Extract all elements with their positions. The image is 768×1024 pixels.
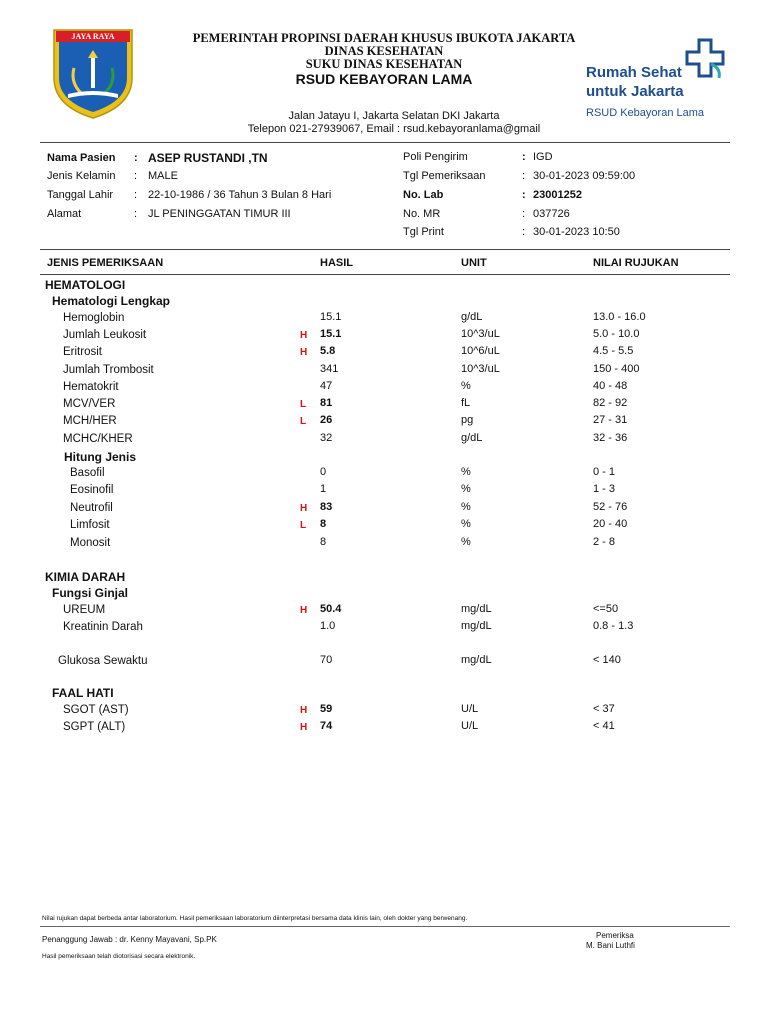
section-fungsi-ginjal: Fungsi Ginjal (52, 586, 129, 600)
result-unit: % (461, 501, 471, 513)
result-unit: % (461, 380, 471, 392)
result-value: 5.8 (320, 345, 336, 357)
result-flag: H (300, 503, 308, 514)
header-address: Jalan Jatayu I, Jakarta Selatan DKI Jakarta (288, 110, 500, 122)
result-unit: g/dL (461, 311, 483, 323)
lab-value: 23001252 (533, 189, 582, 201)
result-unit: U/L (461, 720, 479, 732)
result-ref: <=50 (593, 603, 619, 615)
exam-name: Monosit (70, 537, 111, 549)
result-value: 70 (320, 654, 333, 666)
mr-value: 037726 (533, 208, 570, 220)
result-unit: g/dL (461, 432, 483, 444)
footer-disclaimer: Nilai rujukan dapat berbeda antar laboratorium. Hasil pemeriksaan laboratorium diinterpretasi bersama data klinis lain, oleh dokter yang berwenang. (42, 915, 468, 922)
sex-label: Jenis Kelamin (47, 170, 116, 182)
result-ref: 0.8 - 1.3 (593, 620, 634, 632)
addr-label: Alamat (47, 208, 82, 220)
result-ref: < 37 (593, 703, 615, 715)
tgl-value: 30-01-2023 09:59:00 (533, 170, 636, 182)
health-cross-icon (681, 38, 729, 80)
result-value: 59 (320, 703, 333, 715)
header-unit: UNIT (461, 257, 487, 269)
result-value: 15.1 (320, 311, 342, 323)
patient-address: JL PENINGGATAN TIMUR III (148, 208, 291, 220)
result-ref: < 41 (593, 720, 615, 732)
name-label: Nama Pasien (47, 152, 116, 164)
exam-name: Neutrofil (70, 502, 113, 514)
exam-name: Jumlah Leukosit (63, 329, 147, 341)
info-divider (40, 249, 730, 250)
result-unit: mg/dL (461, 603, 492, 615)
header-exam: JENIS PEMERIKSAAN (47, 257, 164, 269)
result-flag: H (300, 347, 308, 358)
colon: : (522, 151, 526, 163)
exam-name: MCV/VER (63, 398, 116, 410)
result-value: 8 (320, 536, 327, 548)
exam-name: Limfosit (70, 519, 110, 531)
footer-divider (40, 926, 730, 927)
result-ref: 1 - 3 (593, 483, 616, 495)
result-ref: 82 - 92 (593, 397, 628, 409)
colon: : (522, 226, 526, 238)
result-ref: 4.5 - 5.5 (593, 345, 634, 357)
result-value: 15.1 (320, 328, 342, 340)
footer-pemeriksa-label: Pemeriksa (596, 931, 634, 940)
patient-dob: 22-10-1986 / 36 Tahun 3 Bulan 8 Hari (148, 189, 332, 201)
exam-name: SGPT (ALT) (63, 721, 126, 733)
colon: : (134, 152, 138, 164)
crest-banner-text: JAYA RAYA (71, 32, 115, 41)
result-flag: L (300, 416, 307, 427)
dob-label: Tanggal Lahir (47, 189, 114, 201)
result-flag: H (300, 722, 308, 733)
patient-name: ASEP RUSTANDI ,TN (148, 151, 268, 165)
table-header-divider (40, 274, 730, 275)
tgl-label: Tgl Pemeriksaan (403, 170, 486, 182)
rumah-sehat-line1: Rumah Sehat (586, 64, 682, 81)
result-ref: 2 - 8 (593, 536, 616, 548)
result-ref: 20 - 40 (593, 518, 628, 530)
exam-name: Basofil (70, 467, 105, 479)
result-flag: H (300, 330, 308, 341)
colon: : (134, 170, 138, 182)
result-flag: H (300, 605, 308, 616)
result-value: 8 (320, 518, 327, 530)
result-value: 83 (320, 501, 333, 513)
footer-pemeriksa-name: M. Bani Luthfi (586, 941, 635, 950)
result-unit: % (461, 536, 471, 548)
lab-label: No. Lab (403, 189, 444, 201)
result-unit: 10^3/uL (461, 363, 500, 375)
result-unit: % (461, 466, 471, 478)
section-hematologi-lengkap: Hematologi Lengkap (52, 294, 171, 308)
result-value: 0 (320, 466, 327, 478)
result-value: 1.0 (320, 620, 336, 632)
result-ref: < 140 (593, 654, 621, 666)
rumah-sehat-line2: untuk Jakarta (586, 83, 684, 100)
result-unit: fL (461, 397, 471, 409)
exam-name: MCHC/KHER (63, 433, 133, 445)
result-ref: 32 - 36 (593, 432, 628, 444)
section-faal-hati: FAAL HATI (52, 686, 114, 700)
header-divider (40, 142, 730, 143)
header-line-2: DINAS KESEHATAN (324, 44, 444, 58)
colon: : (134, 208, 138, 220)
footer-auth: Hasil pemeriksaan telah diotorisasi secara elektronik. (42, 953, 196, 960)
header-contact: Telepon 021-27939067, Email : rsud.kebayoranlama@gmail (247, 123, 541, 135)
hospital-title: RSUD KEBAYORAN LAMA (295, 71, 473, 87)
exam-name: Glukosa Sewaktu (58, 655, 148, 667)
exam-name: MCH/HER (63, 415, 117, 427)
colon: : (522, 208, 526, 220)
result-unit: 10^3/uL (461, 328, 500, 340)
header-ref: NILAI RUJUKAN (593, 257, 679, 269)
result-value: 47 (320, 380, 333, 392)
exam-name: Kreatinin Darah (63, 621, 143, 633)
rumah-sehat-logo (586, 40, 736, 125)
colon: : (134, 189, 138, 201)
exam-name: Eritrosit (63, 346, 102, 358)
result-ref: 40 - 48 (593, 380, 628, 392)
poli-value: IGD (533, 151, 553, 163)
result-unit: 10^6/uL (461, 345, 500, 357)
exam-name: Jumlah Trombosit (63, 364, 154, 376)
header-line-3: SUKU DINAS KESEHATAN (305, 57, 463, 71)
poli-label: Poli Pengirim (403, 151, 468, 163)
section-hitung-jenis: Hitung Jenis (64, 450, 137, 464)
header-line-1: PEMERINTAH PROPINSI DAERAH KHUSUS IBUKOTA JAKARTA (192, 31, 576, 45)
result-value: 26 (320, 414, 333, 426)
colon: : (522, 189, 526, 201)
result-value: 1 (320, 483, 327, 495)
patient-sex: MALE (148, 170, 178, 182)
result-value: 341 (320, 363, 339, 375)
print-label: Tgl Print (403, 226, 444, 238)
result-value: 32 (320, 432, 333, 444)
result-value: 50.4 (320, 603, 342, 615)
result-ref: 13.0 - 16.0 (593, 311, 646, 323)
result-unit: mg/dL (461, 654, 492, 666)
section-hematologi: HEMATOLOGI (45, 278, 126, 292)
print-value: 30-01-2023 10:50 (533, 226, 620, 238)
exam-name: UREUM (63, 604, 106, 616)
result-flag: L (300, 520, 307, 531)
exam-name: SGOT (AST) (63, 704, 129, 716)
exam-name: Hemoglobin (63, 312, 125, 324)
result-ref: 27 - 31 (593, 414, 628, 426)
result-value: 74 (320, 720, 333, 732)
result-ref: 150 - 400 (593, 363, 640, 375)
exam-name: Hematokrit (63, 381, 119, 393)
colon: : (522, 170, 526, 182)
result-value: 81 (320, 397, 333, 409)
exam-name: Eosinofil (70, 484, 114, 496)
section-kimia-darah: KIMIA DARAH (45, 570, 126, 584)
result-flag: L (300, 399, 307, 410)
header-result: HASIL (320, 257, 353, 269)
result-unit: pg (461, 414, 474, 426)
result-unit: % (461, 518, 471, 530)
result-unit: mg/dL (461, 620, 492, 632)
result-flag: H (300, 705, 308, 716)
result-ref: 52 - 76 (593, 501, 628, 513)
result-ref: 0 - 1 (593, 466, 616, 478)
result-unit: % (461, 483, 471, 495)
footer-pj: Penanggung Jawab : dr. Kenny Mayavani, Sp.PK (42, 935, 217, 944)
result-unit: U/L (461, 703, 479, 715)
mr-label: No. MR (403, 208, 441, 220)
rumah-sehat-sub: RSUD Kebayoran Lama (586, 107, 705, 119)
result-ref: 5.0 - 10.0 (593, 328, 640, 340)
